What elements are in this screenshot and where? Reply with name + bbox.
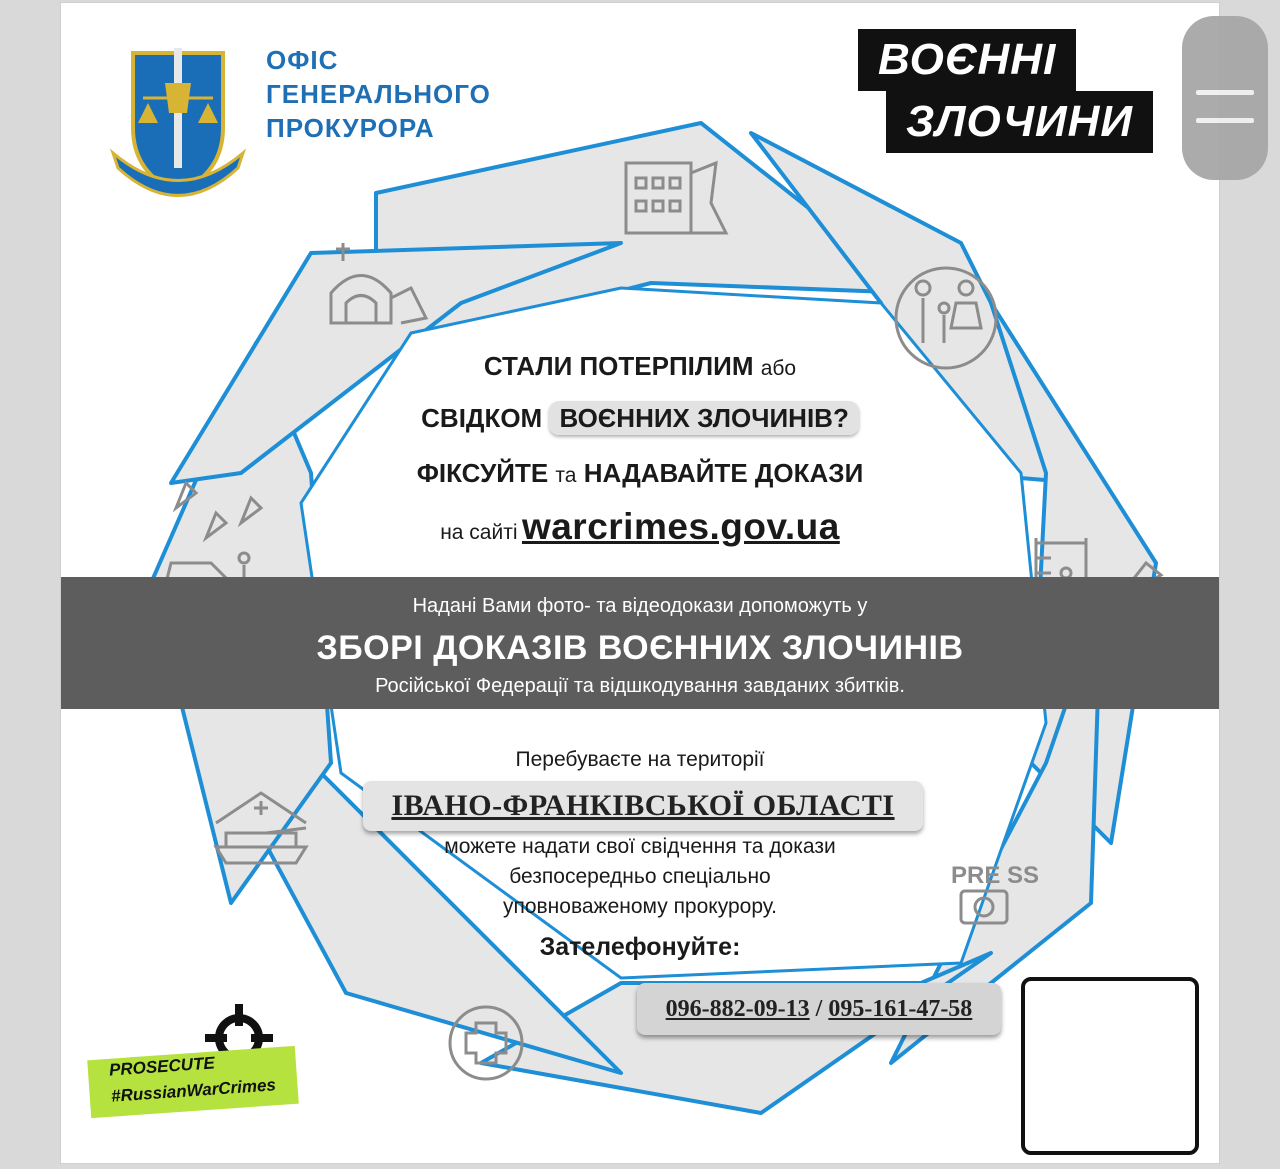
question-text: на сайті xyxy=(440,521,518,544)
war-crimes-badge xyxy=(858,29,1172,159)
contact-intro: Перебуваєте на території xyxy=(515,748,765,771)
menu-button[interactable] xyxy=(1182,16,1268,180)
info-band xyxy=(61,577,1219,709)
office-name-line: ПРОКУРОРА xyxy=(266,113,435,143)
contact-body-line: уповноваженому прокурору. xyxy=(502,895,778,918)
poster xyxy=(60,2,1220,1164)
office-name-line: ОФІС xyxy=(266,45,339,75)
question-line-3 xyxy=(61,458,1219,489)
menu-bar xyxy=(1196,90,1254,95)
phone-numbers xyxy=(637,983,1001,1035)
office-name-line: ГЕНЕРАЛЬНОГО xyxy=(266,79,491,109)
badge-line-2: ЗЛОЧИНИ xyxy=(886,91,1153,153)
qr-code[interactable] xyxy=(1021,977,1199,1155)
prosecutor-emblem xyxy=(113,48,243,196)
prosecute-badge xyxy=(89,1003,329,1133)
question-line-2 xyxy=(61,403,1219,434)
contact-body-line: безпосередньо спеціально xyxy=(509,865,771,888)
call-label: Зателефонуйте: xyxy=(539,933,741,961)
question-line-4 xyxy=(61,506,1219,548)
contact-body-line: можете надати свої свідчення та докази xyxy=(444,835,836,858)
website-link[interactable]: warcrimes.gov.ua xyxy=(521,506,840,547)
war-crimes-pill: ВОЄННИХ ЗЛОЧИНІВ? xyxy=(549,401,858,435)
question-text: або xyxy=(760,357,797,380)
band-line-3: Російської Федерації та відшкодування завданих збитків. xyxy=(375,675,905,697)
band-headline: ЗБОРІ ДОКАЗІВ ВОЄННИХ ЗЛОЧИНІВ xyxy=(316,629,964,667)
question-text: ФІКСУЙТЕ xyxy=(416,458,549,488)
band-line-1: Надані Вами фото- та відеодокази допоможуть у xyxy=(412,595,868,617)
question-text: СТАЛИ ПОТЕРПІЛИМ xyxy=(483,351,754,381)
phone-link-1[interactable]: 096-882-09-13 xyxy=(665,996,810,1022)
question-text: та xyxy=(555,464,577,487)
phone-separator: / xyxy=(809,996,829,1022)
prosecute-label: PROSECUTE xyxy=(108,1053,216,1080)
region-label: ІВАНО-ФРАНКІВСЬКОЇ ОБЛАСТІ xyxy=(363,781,923,831)
office-name xyxy=(266,43,491,145)
question-line-1 xyxy=(61,351,1219,382)
badge-line-1: ВОЄННІ xyxy=(858,29,1076,91)
press-label: PRE SS xyxy=(951,862,1040,889)
phone-link-2[interactable]: 095-161-47-58 xyxy=(828,996,973,1022)
question-text: НАДАВАЙТЕ ДОКАЗИ xyxy=(583,458,864,488)
menu-bar xyxy=(1196,118,1254,123)
hashtag-label: #RussianWarCrimes xyxy=(110,1075,277,1106)
question-text: СВІДКОМ xyxy=(421,403,543,433)
